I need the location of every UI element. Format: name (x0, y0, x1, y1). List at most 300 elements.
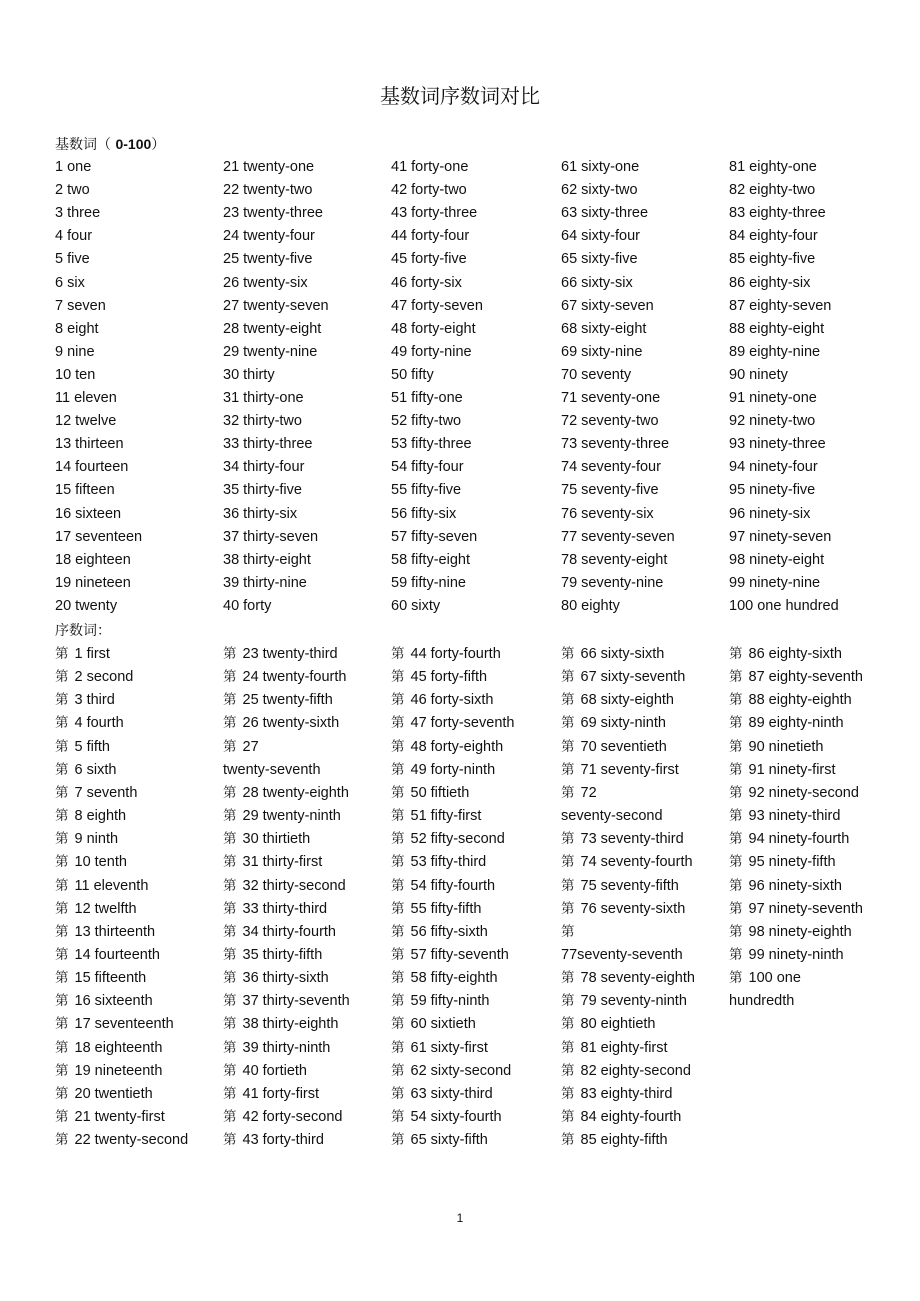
cardinal-label-range: 0-100 (115, 136, 152, 152)
ordinal-prefix: 第 (223, 784, 237, 801)
cardinal-item: 45 forty-five (391, 251, 467, 268)
cardinal-item: 48 forty-eight (391, 320, 476, 337)
cardinal-item: 72 seventy-two (561, 413, 659, 430)
ordinal-prefix: 第 (223, 692, 237, 709)
ordinal-text: 79 seventy-ninth (580, 993, 687, 1010)
ordinal-item (729, 830, 849, 848)
cardinal-item: 73 seventy-three (561, 436, 670, 453)
ordinal-text: 9 ninth (74, 831, 119, 848)
ordinal-prefix: 第 (55, 646, 69, 662)
cardinal-item: 99 ninety-nine (729, 574, 821, 591)
ordinal-prefix: 第 (223, 970, 237, 987)
cardinal-item: 58 fifty-eight (391, 551, 470, 568)
cardinal-item: 76 seventy-six (561, 505, 654, 522)
cardinal-item: 2 two (55, 182, 90, 199)
cardinal-item: 65 sixty-five (561, 251, 638, 268)
ordinal-text: 83 eighty-third (580, 1085, 673, 1102)
ordinal-text: 46 forty-sixth (410, 692, 494, 709)
ordinal-text: 76 seventy-sixth (580, 900, 686, 917)
ordinal-text: twenty-seventh (223, 761, 321, 778)
cardinal-item: 18 eighteen (55, 551, 131, 568)
ordinal-item (223, 969, 329, 987)
ordinal-text: 94 ninety-fourth (748, 831, 850, 848)
ordinal-text: 89 eighty-ninth (748, 715, 844, 732)
ordinal-item (391, 668, 487, 686)
ordinal-item (561, 946, 683, 964)
ordinal-item (391, 830, 505, 848)
ordinal-text: 28 twenty-eighth (242, 784, 349, 801)
cardinal-item: 15 fifteen (55, 482, 115, 499)
ordinal-prefix: 第 (561, 854, 575, 871)
ordinal-text: 18 eighteenth (74, 1039, 163, 1056)
cardinal-item: 74 seventy-four (561, 459, 661, 476)
ordinal-prefix: 第 (729, 808, 743, 825)
ordinal-prefix: 第 (55, 692, 69, 709)
ordinal-text: 66 sixty-sixth (580, 646, 665, 662)
ordinal-prefix: 第 (223, 923, 237, 940)
cardinal-item: 7 seven (55, 297, 106, 314)
ordinal-prefix: 第 (55, 993, 69, 1010)
ordinal-text: 81 eighty-first (580, 1039, 668, 1056)
ordinal-prefix: 第 (729, 970, 743, 987)
cardinal-item: 77 seventy-seven (561, 528, 675, 545)
ordinal-prefix: 第 (55, 1085, 69, 1102)
ordinal-text: 44 forty-fourth (410, 646, 501, 662)
cardinal-item: 75 seventy-five (561, 482, 659, 499)
cardinal-item: 51 fifty-one (391, 390, 463, 406)
cardinal-item: 44 forty-four (391, 228, 470, 245)
ordinal-item (561, 1108, 681, 1126)
ordinal-item (391, 853, 486, 871)
cardinal-item: 66 sixty-six (561, 274, 633, 291)
ordinal-item (55, 830, 118, 848)
ordinal-text: 35 thirty-fifth (242, 946, 323, 963)
ordinal-prefix: 第 (729, 646, 743, 662)
ordinal-item (55, 1108, 165, 1126)
ordinal-prefix: 第 (729, 784, 743, 801)
ordinal-item (223, 807, 341, 825)
ordinal-prefix: 第 (55, 1016, 69, 1033)
cardinal-item: 31 thirty-one (223, 390, 304, 406)
ordinal-text: 57 fifty-seventh (410, 946, 509, 963)
ordinal-item (561, 738, 667, 756)
cardinal-item: 79 seventy-nine (561, 574, 664, 591)
cardinal-item: 98 ninety-eight (729, 551, 825, 568)
ordinal-item (729, 784, 859, 802)
cardinal-item: 59 fifty-nine (391, 574, 466, 591)
cardinal-item: 83 eighty-three (729, 205, 826, 222)
ordinal-prefix: 第 (223, 900, 237, 917)
ordinal-prefix: 第 (223, 877, 237, 894)
ordinal-grid (55, 0, 915, 1301)
ordinal-prefix: 第 (561, 1016, 575, 1033)
ordinal-prefix: 第 (55, 1109, 69, 1125)
ordinal-text: 26 twenty-sixth (242, 715, 340, 732)
ordinal-item (55, 668, 133, 686)
ordinal-prefix: 第 (55, 784, 69, 801)
ordinal-text: 23 twenty-third (242, 646, 338, 662)
ordinal-prefix: 第 (391, 1039, 405, 1056)
ordinal-text: hundredth (729, 993, 795, 1010)
ordinal-item (223, 714, 339, 732)
ordinal-item (729, 714, 844, 732)
cardinal-item: 69 sixty-nine (561, 343, 643, 360)
ordinal-item (223, 1062, 307, 1080)
cardinal-item: 27 twenty-seven (223, 297, 329, 314)
ordinal-prefix: 第 (561, 831, 575, 848)
cardinal-item: 26 twenty-six (223, 274, 308, 291)
ordinal-item (561, 853, 693, 871)
ordinal-text: 27 (242, 738, 259, 755)
ordinal-text: 92 ninety-second (748, 784, 859, 801)
cardinal-item: 20 twenty (55, 597, 118, 614)
cardinal-item: 35 thirty-five (223, 482, 302, 499)
ordinal-prefix: 第 (223, 1016, 237, 1033)
ordinal-item (391, 1108, 502, 1126)
cardinal-item: 95 ninety-five (729, 482, 816, 499)
ordinal-text: 1 first (74, 646, 110, 662)
cardinal-item: 28 twenty-eight (223, 320, 322, 337)
ordinal-item (729, 992, 794, 1010)
ordinal-text: 85 eighty-fifth (580, 1132, 668, 1149)
ordinal-item (391, 877, 495, 895)
ordinal-prefix: 第 (391, 1109, 405, 1125)
ordinal-prefix: 第 (223, 993, 237, 1010)
cardinal-item: 1 one (55, 159, 92, 175)
ordinal-text: 74 seventy-fourth (580, 854, 693, 871)
ordinal-text: 97 ninety-seventh (748, 900, 863, 917)
ordinal-item (391, 691, 494, 709)
ordinal-text: 33 thirty-third (242, 900, 328, 917)
ordinal-item (561, 830, 684, 848)
ordinal-prefix: 第 (223, 669, 237, 686)
ordinal-item (561, 761, 679, 779)
ordinal-text: 45 forty-fifth (410, 669, 488, 686)
ordinal-text: 48 forty-eighth (410, 738, 504, 755)
ordinal-item (223, 1108, 342, 1126)
cardinal-item: 87 eighty-seven (729, 297, 832, 314)
ordinal-item (55, 714, 124, 732)
ordinal-prefix: 第 (391, 946, 405, 963)
ordinal-text: 49 forty-ninth (410, 761, 496, 778)
ordinal-prefix: 第 (223, 1132, 237, 1149)
cardinal-item: 39 thirty-nine (223, 574, 307, 591)
ordinal-text: 6 sixth (74, 761, 117, 778)
ordinal-item (729, 877, 842, 895)
ordinal-item (391, 1085, 493, 1103)
ordinal-prefix: 第 (391, 646, 405, 662)
ordinal-item (223, 738, 259, 756)
ordinal-prefix: 第 (223, 808, 237, 825)
ordinal-item (55, 1085, 153, 1103)
ordinal-text: 95 ninety-fifth (748, 854, 836, 871)
ordinal-text: 88 eighty-eighth (748, 692, 852, 709)
cardinal-item: 68 sixty-eight (561, 320, 647, 337)
ordinal-item (391, 1039, 488, 1057)
ordinal-text: 19 nineteenth (74, 1062, 163, 1079)
cardinal-item: 24 twenty-four (223, 228, 315, 245)
ordinal-item (55, 992, 153, 1010)
ordinal-text: 63 sixty-third (410, 1085, 493, 1102)
ordinal-text: 12 twelfth (74, 900, 137, 917)
ordinal-text: 53 fifty-third (410, 854, 487, 871)
cardinal-item: 70 seventy (561, 366, 632, 383)
ordinal-text: 60 sixtieth (410, 1016, 476, 1033)
ordinal-item (55, 645, 110, 663)
ordinal-item (223, 923, 336, 941)
cardinal-item: 8 eight (55, 320, 99, 337)
ordinal-item (729, 853, 836, 871)
ordinal-prefix: 第 (391, 669, 405, 686)
ordinal-text: 71 seventy-first (580, 761, 679, 778)
ordinal-text: 70 seventieth (580, 738, 667, 755)
ordinal-text: 21 twenty-first (74, 1109, 165, 1125)
ordinal-item (223, 830, 310, 848)
cardinal-item: 13 thirteen (55, 436, 124, 453)
ordinal-item (561, 992, 687, 1010)
cardinal-item: 85 eighty-five (729, 251, 816, 268)
cardinal-item: 71 seventy-one (561, 390, 661, 406)
cardinal-item: 6 six (55, 274, 85, 291)
cardinal-item: 82 eighty-two (729, 182, 816, 199)
cardinal-item: 16 sixteen (55, 505, 122, 522)
ordinal-prefix: 第 (729, 715, 743, 732)
ordinal-text: 51 fifty-first (410, 808, 482, 825)
ordinal-prefix: 第 (561, 738, 575, 755)
ordinal-text: 65 sixty-fifth (410, 1132, 488, 1149)
ordinal-item (223, 691, 333, 709)
ordinal-prefix: 第 (561, 1109, 575, 1125)
ordinal-item (55, 900, 137, 918)
ordinal-prefix: 第 (561, 761, 575, 778)
cardinal-item: 40 forty (223, 597, 272, 614)
ordinal-prefix: 第 (561, 784, 575, 801)
ordinal-item (561, 691, 674, 709)
ordinal-item (391, 784, 469, 802)
ordinal-prefix: 第 (561, 877, 575, 894)
ordinal-item (223, 1015, 338, 1033)
cardinal-item: 67 sixty-seven (561, 297, 654, 314)
ordinal-prefix: 第 (55, 738, 69, 755)
ordinal-prefix: 第 (391, 970, 405, 987)
cardinal-item: 3 three (55, 205, 101, 222)
ordinal-prefix: 第 (729, 738, 743, 755)
cardinal-item: 84 eighty-four (729, 228, 818, 245)
cardinal-item: 54 fifty-four (391, 459, 464, 476)
ordinal-item (561, 900, 685, 918)
ordinal-text: 34 thirty-fourth (242, 923, 336, 940)
ordinal-item (729, 923, 852, 941)
cardinal-item: 32 thirty-two (223, 413, 302, 430)
ordinal-item (391, 761, 495, 779)
ordinal-item (561, 877, 679, 895)
ordinal-prefix: 第 (55, 854, 69, 871)
cardinal-item: 100 one hundred (729, 597, 839, 614)
ordinal-text: 4 fourth (74, 715, 124, 732)
ordinal-prefix: 第 (561, 923, 575, 940)
ordinal-prefix: 第 (223, 946, 237, 963)
ordinal-item (561, 1085, 672, 1103)
ordinal-item (55, 969, 146, 987)
ordinal-text: 96 ninety-sixth (748, 877, 842, 894)
ordinal-text: 37 thirty-seventh (242, 993, 350, 1010)
ordinal-item (729, 900, 863, 918)
cardinal-item: 52 fifty-two (391, 413, 462, 430)
cardinal-item: 60 sixty (391, 597, 441, 614)
ordinal-item (561, 807, 663, 825)
ordinal-item (223, 645, 338, 663)
cardinal-item: 23 twenty-three (223, 205, 323, 222)
ordinal-text: 72 (580, 784, 597, 801)
cardinal-label-suffix: ） (151, 137, 166, 153)
ordinal-prefix: 第 (729, 831, 743, 848)
ordinal-item (223, 992, 350, 1010)
ordinal-item (391, 923, 488, 941)
ordinal-item (391, 714, 514, 732)
ordinal-item (223, 784, 349, 802)
cardinal-item: 46 forty-six (391, 274, 462, 291)
ordinal-item (729, 946, 844, 964)
ordinal-item (55, 1015, 174, 1033)
ordinal-text: 32 thirty-second (242, 877, 346, 894)
ordinal-text: 8 eighth (74, 808, 127, 825)
ordinal-text: 87 eighty-seventh (748, 669, 863, 686)
ordinal-prefix: 第 (223, 738, 237, 755)
cardinal-item: 49 forty-nine (391, 343, 472, 360)
ordinal-prefix: 第 (55, 946, 69, 963)
ordinal-item (729, 969, 801, 987)
cardinal-item: 55 fifty-five (391, 482, 462, 499)
ordinal-item (561, 1131, 668, 1149)
ordinal-item (55, 923, 155, 941)
ordinal-item (391, 969, 498, 987)
ordinal-prefix: 第 (391, 1016, 405, 1033)
ordinal-item (391, 807, 481, 825)
ordinal-item (561, 923, 581, 941)
ordinal-text: 61 sixty-first (410, 1039, 488, 1056)
ordinal-item (729, 738, 823, 756)
ordinal-prefix: 第 (223, 1062, 237, 1079)
ordinal-text: 17 seventeenth (74, 1016, 174, 1033)
ordinal-prefix: 第 (391, 808, 405, 825)
ordinal-item (561, 969, 695, 987)
ordinal-text: 75 seventy-fifth (580, 877, 679, 894)
ordinal-prefix: 第 (223, 646, 237, 662)
ordinal-prefix: 第 (55, 1132, 69, 1149)
ordinal-item (55, 784, 137, 802)
ordinal-text: 84 eighty-fourth (580, 1109, 682, 1125)
ordinal-prefix: 第 (561, 1062, 575, 1079)
cardinal-item: 57 fifty-seven (391, 528, 478, 545)
cardinal-item: 42 forty-two (391, 182, 467, 199)
ordinal-prefix: 第 (729, 923, 743, 940)
ordinal-prefix: 第 (391, 923, 405, 940)
cardinal-item: 62 sixty-two (561, 182, 638, 199)
ordinal-prefix: 第 (55, 669, 69, 686)
ordinal-prefix: 第 (55, 923, 69, 940)
cardinal-item: 81 eighty-one (729, 159, 817, 175)
page-title: 基数词序数词对比 (380, 84, 540, 108)
ordinal-item (55, 853, 127, 871)
ordinal-prefix: 第 (391, 831, 405, 848)
ordinal-prefix: 第 (391, 692, 405, 709)
ordinal-prefix: 第 (391, 738, 405, 755)
cardinal-item: 36 thirty-six (223, 505, 298, 522)
cardinal-item: 94 ninety-four (729, 459, 818, 476)
ordinal-prefix: 第 (729, 900, 743, 917)
ordinal-text: 56 fifty-sixth (410, 923, 488, 940)
ordinal-text: 98 ninety-eighth (748, 923, 852, 940)
cardinal-item: 21 twenty-one (223, 159, 315, 175)
ordinal-prefix: 第 (561, 1039, 575, 1056)
ordinal-item (223, 1085, 319, 1103)
ordinal-text: 10 tenth (74, 854, 127, 871)
ordinal-prefix: 第 (391, 784, 405, 801)
ordinal-prefix: 第 (223, 854, 237, 871)
ordinal-text: 62 sixty-second (410, 1062, 512, 1079)
ordinal-text: 2 second (74, 669, 134, 686)
page-number: 1 (456, 1211, 464, 1225)
ordinal-text: 31 thirty-first (242, 854, 323, 871)
ordinal-item (223, 1131, 324, 1149)
ordinal-item (55, 877, 148, 895)
ordinal-text: 43 forty-third (242, 1132, 324, 1149)
ordinal-text: 41 forty-first (242, 1085, 320, 1102)
ordinal-item (223, 877, 346, 895)
ordinal-text: 77seventy-seventh (561, 946, 683, 963)
ordinal-item (561, 714, 666, 732)
ordinal-item (729, 645, 842, 663)
ordinal-prefix: 第 (561, 1085, 575, 1102)
ordinal-item (55, 946, 160, 964)
ordinal-prefix: 第 (729, 854, 743, 871)
cardinal-item: 12 twelve (55, 413, 117, 430)
ordinal-prefix: 第 (561, 900, 575, 917)
ordinal-prefix: 第 (391, 900, 405, 917)
ordinal-item (55, 761, 116, 779)
cardinal-item: 89 eighty-nine (729, 343, 821, 360)
ordinal-text: 22 twenty-second (74, 1132, 189, 1149)
ordinal-item (55, 807, 126, 825)
ordinal-item (729, 691, 852, 709)
ordinal-text: 52 fifty-second (410, 831, 505, 848)
ordinal-text: 11 eleventh (74, 877, 149, 894)
ordinal-item (223, 853, 322, 871)
cardinal-item: 97 ninety-seven (729, 528, 832, 545)
ordinal-prefix: 第 (391, 1132, 405, 1149)
ordinal-item (223, 946, 322, 964)
cardinal-item: 56 fifty-six (391, 505, 457, 522)
ordinal-prefix: 第 (223, 1085, 237, 1102)
ordinal-prefix: 第 (55, 715, 69, 732)
ordinal-text: seventy-second (561, 808, 663, 825)
ordinal-item (561, 645, 664, 663)
ordinal-item (391, 992, 490, 1010)
cardinal-item: 33 thirty-three (223, 436, 313, 453)
ordinal-prefix: 第 (561, 715, 575, 732)
ordinal-text: 24 twenty-fourth (242, 669, 347, 686)
ordinal-text: 73 seventy-third (580, 831, 684, 848)
ordinal-text: 67 sixty-seventh (580, 669, 686, 686)
cardinal-item: 64 sixty-four (561, 228, 640, 245)
cardinal-item: 63 sixty-three (561, 205, 649, 222)
cardinal-item: 37 thirty-seven (223, 528, 319, 545)
ordinal-prefix: 第 (561, 669, 575, 686)
cardinal-item: 9 nine (55, 343, 95, 360)
ordinal-text: 15 fifteenth (74, 970, 147, 987)
ordinal-item (391, 1062, 511, 1080)
ordinal-prefix: 第 (223, 1039, 237, 1056)
